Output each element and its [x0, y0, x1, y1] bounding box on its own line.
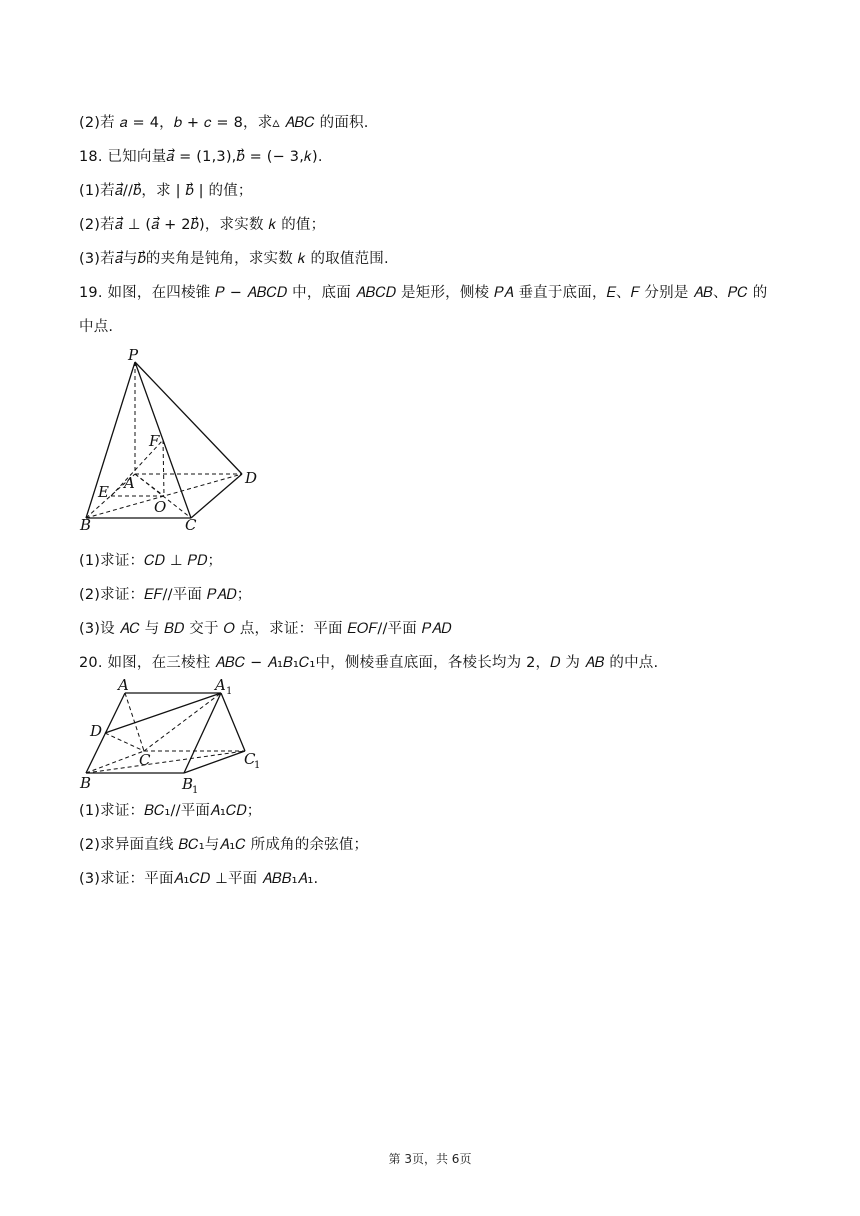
label-C1: C: [244, 750, 256, 768]
label-O: O: [154, 498, 167, 516]
label-D: D: [90, 722, 103, 740]
q19-part1: (1)求证：𝐶𝐷 ⊥ 𝑃𝐷；: [79, 553, 223, 569]
q19-part2: (2)求证：𝐸𝐹//平面 𝑃𝐴𝐷；: [79, 587, 252, 603]
page-footer: 第 3页，共 6页: [388, 1152, 472, 1166]
q19-part3: (3)设 𝐴𝐶 与 𝐵𝐷 交于 𝑂 点，求证：平面 𝐸𝑂𝐹//平面 𝑃𝐴𝐷: [79, 621, 452, 637]
label-A: A: [124, 474, 135, 492]
label-E: E: [98, 483, 109, 501]
label-A: A: [118, 676, 129, 694]
label-C: C: [139, 751, 151, 769]
label-B1: B: [182, 775, 194, 793]
q18-part1: (1)若𝑎⃗//𝑏⃗，求 | 𝑏⃗ | 的值；: [79, 183, 253, 199]
pyramid-figure: [78, 346, 268, 538]
q18-part3: (3)若𝑎⃗与𝑏⃗的夹角是钝角，求实数 𝑘 的取值范围.: [79, 251, 389, 267]
label-A1: A: [215, 676, 226, 694]
q17-part2: (2)若 𝑎 = 4，𝑏 + 𝑐 = 8，求▵ 𝐴𝐵𝐶 的面积.: [79, 115, 369, 131]
label-C: C: [185, 516, 197, 534]
label-C1-sub: 1: [254, 760, 261, 771]
label-F: F: [149, 432, 160, 450]
prism-figure: [78, 676, 278, 796]
label-A1-sub: 1: [226, 686, 233, 697]
label-B: B: [80, 774, 92, 792]
q20-part1: (1)求证：𝐵𝐶₁//平面𝐴₁𝐶𝐷；: [79, 803, 262, 819]
q18-stem: 18. 已知向量𝑎⃗ = (1,3),𝑏⃗ = (− 3,𝑘).: [79, 149, 323, 165]
q20-stem: 20. 如图，在三棱柱 𝐴𝐵𝐶 − 𝐴₁𝐵₁𝐶₁中，侧棱垂直底面，各棱长均为 2，𝐷 为 𝐴𝐵 的中点.: [79, 655, 659, 671]
label-D: D: [245, 469, 258, 487]
q20-part2: (2)求异面直线 𝐵𝐶₁与𝐴₁𝐶 所成角的余弦值；: [79, 837, 369, 853]
label-B1-sub: 1: [192, 785, 199, 796]
q18-part2: (2)若𝑎⃗ ⊥ (𝑎⃗ + 2𝑏⃗)，求实数 𝑘 的值；: [79, 217, 326, 233]
label-P: P: [128, 346, 139, 364]
label-B: B: [80, 516, 92, 534]
q20-part3: (3)求证：平面𝐴₁𝐶𝐷 ⊥平面 𝐴𝐵𝐵₁𝐴₁.: [79, 871, 319, 887]
q19-stem: 19. 如图，在四棱锥 𝑃 − 𝐴𝐵𝐶𝐷 中，底面 𝐴𝐵𝐶𝐷 是矩形，侧棱 𝑃𝐴 垂直于底面，𝐸、𝐹 分别是 𝐴𝐵、𝑃𝐶 的中点.: [79, 285, 768, 335]
